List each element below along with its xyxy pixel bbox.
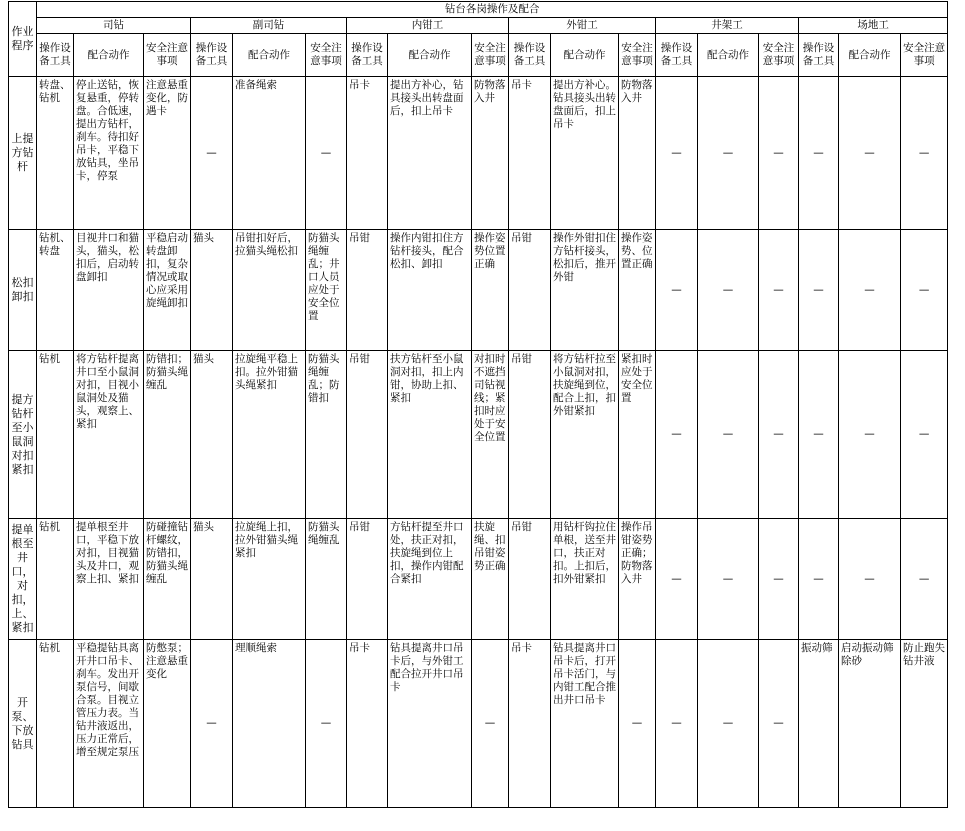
table-cell: 钻机、转盘: [37, 230, 74, 351]
empty-dash: —: [472, 640, 509, 808]
table-cell: 扶旋绳、扣吊钳姿势正确: [472, 519, 509, 640]
table-cell: 钻机: [37, 519, 74, 640]
table-cell: 防猫头绳缠乱: [306, 519, 347, 640]
empty-dash: —: [306, 77, 347, 230]
table-cell: 操作姿势、位置正确: [619, 230, 656, 351]
table-cell: 平稳提钻具离开井口吊卡、刹车。发出开泵信号，间歇合泵。目视立管压力表。当钻井液返出，压力正常后，增至规定泵压: [74, 640, 144, 808]
empty-dash: —: [901, 351, 948, 519]
table-cell: 拉旋绳上扣，拉外钳猫头绳紧扣: [233, 519, 306, 640]
procedure-label: 提方钻杆至小鼠洞对扣紧扣: [9, 351, 37, 519]
subheader-tools: 操作设备工具: [37, 34, 74, 77]
table-cell: 操作内钳扣住方钻杆接头，配合松扣、卸扣: [388, 230, 472, 351]
empty-dash: —: [191, 77, 233, 230]
subheader-action: 配合动作: [839, 34, 901, 77]
table-cell: 将方钻杆拉至小鼠洞对扣，扶旋绳到位，配合上扣，扣外钳紧扣: [551, 351, 619, 519]
subheader-safety: 安全注意事项: [306, 34, 347, 77]
table-cell: 操作吊钳姿势正确；防物落入井: [619, 519, 656, 640]
procedure-label: 上提方钻杆: [9, 77, 37, 230]
group-header-driller: 司钻: [37, 18, 191, 34]
table-cell: 防碰撞钻杆螺纹，防错扣，防猫头绳缠乱: [144, 519, 191, 640]
table-cell: 提出方补心，钻具接头出转盘面后，扣上吊卡: [388, 77, 472, 230]
table-cell: 吊钳: [509, 230, 551, 351]
table-cell: 提单根至井口，平稳下放对扣，目视猫头及井口，观察上扣、紧扣: [74, 519, 144, 640]
table-cell: 防错扣；防猫头绳缠乱: [144, 351, 191, 519]
table-cell: 吊钳: [509, 351, 551, 519]
empty-dash: —: [306, 640, 347, 808]
subheader-action: 配合动作: [74, 34, 144, 77]
table-cell: 振动筛: [799, 640, 839, 808]
table-cell: 防止跑失钻井液: [901, 640, 948, 808]
empty-dash: —: [759, 640, 799, 808]
table-cell: 用钻杆钩拉住单根，送至井口，扶正对扣。上扣后，扣外钳紧扣: [551, 519, 619, 640]
empty-dash: —: [901, 519, 948, 640]
empty-dash: —: [656, 351, 698, 519]
subheader-safety: 安全注意事项: [144, 34, 191, 77]
table-cell: 将方钻杆提离井口至小鼠洞对扣，目视小鼠洞处及猫头，观察上、紧扣: [74, 351, 144, 519]
subheader-safety: 安全注意事项: [472, 34, 509, 77]
table-row: [9, 351, 948, 519]
group-header-assistant-driller: 副司钻: [191, 18, 347, 34]
table-cell: 理顺绳索: [233, 640, 306, 808]
empty-dash: —: [656, 519, 698, 640]
table-cell: 对扣时不遮挡司钻视线；紧扣时应处于安全位置: [472, 351, 509, 519]
empty-dash: —: [698, 230, 759, 351]
subheader-safety: 安全注意事项: [901, 34, 948, 77]
subheader-tools: 操作设备工具: [799, 34, 839, 77]
empty-dash: —: [698, 77, 759, 230]
group-header-outer-tong: 外钳工: [509, 18, 656, 34]
table-cell: 钻具提离井口吊卡后，打开吊卡活门，与内钳工配合推出井口吊卡: [551, 640, 619, 808]
subheader-tools: 操作设备工具: [656, 34, 698, 77]
table-cell: 吊钳: [347, 230, 388, 351]
empty-dash: —: [799, 519, 839, 640]
table-cell: 吊钳: [347, 351, 388, 519]
table-cell: 防物落入井: [472, 77, 509, 230]
subheader-tools: 操作设备工具: [347, 34, 388, 77]
group-header-derrick: 井架工: [656, 18, 799, 34]
empty-dash: —: [656, 640, 698, 808]
table-cell: 停止送钻，恢复悬重，停转盘。合低速，提出方钻杆，刹车。待扣好吊卡，平稳下放钻具，坐吊卡，停泵: [74, 77, 144, 230]
subheader-tools: 操作设备工具: [509, 34, 551, 77]
empty-dash: —: [759, 351, 799, 519]
table-cell: 猫头: [191, 230, 233, 351]
operations-table: [8, 1, 948, 808]
subheader-tools: 操作设备工具: [191, 34, 233, 77]
table-cell: 防物落入井: [619, 77, 656, 230]
table-cell: 钻机: [37, 640, 74, 808]
table-cell: 准备绳索: [233, 77, 306, 230]
group-header-field: 场地工: [799, 18, 948, 34]
table-cell: 钻具提离井口吊卡后，与外钳工配合拉开井口吊卡: [388, 640, 472, 808]
table-cell: 猫头: [191, 519, 233, 640]
table-cell: 提出方补心。钻具接头出转盘面后，扣上吊卡: [551, 77, 619, 230]
empty-dash: —: [698, 351, 759, 519]
empty-dash: —: [839, 351, 901, 519]
table-cell: 吊卡: [347, 77, 388, 230]
empty-dash: —: [839, 230, 901, 351]
table-cell: 目视井口和猫头，猫头，松扣后，启动转盘卸扣: [74, 230, 144, 351]
table-row: [9, 519, 948, 640]
subheader-action: 配合动作: [698, 34, 759, 77]
subheader-action: 配合动作: [233, 34, 306, 77]
subheader-action: 配合动作: [388, 34, 472, 77]
empty-dash: —: [698, 640, 759, 808]
empty-dash: —: [656, 77, 698, 230]
table-title: 钻台各岗操作及配合: [37, 2, 948, 18]
table-cell: 操作外钳扣住方钻杆接头，松扣后，推开外钳: [551, 230, 619, 351]
table-cell: 防猫头绳缠乱；防错扣: [306, 351, 347, 519]
table-cell: 吊卡: [509, 77, 551, 230]
empty-dash: —: [839, 77, 901, 230]
table-cell: 吊卡: [347, 640, 388, 808]
table-cell: 吊钳扣好后，拉猫头绳松扣: [233, 230, 306, 351]
empty-dash: —: [191, 640, 233, 808]
empty-dash: —: [799, 77, 839, 230]
table-cell: 注意悬重变化，防遇卡: [144, 77, 191, 230]
table-row: [9, 77, 948, 230]
table-cell: 防猫头绳缠乱；井口人员应处于安全位置: [306, 230, 347, 351]
procedure-label: 开泵、下放钻具: [9, 640, 37, 808]
table-cell: 钻机: [37, 351, 74, 519]
subheader-action: 配合动作: [551, 34, 619, 77]
empty-dash: —: [698, 519, 759, 640]
group-header-inner-tong: 内钳工: [347, 18, 509, 34]
table-row: [9, 640, 948, 808]
table-cell: 吊卡: [509, 640, 551, 808]
table-cell: 防憋泵；注意悬重变化: [144, 640, 191, 808]
table-cell: 启动振动筛除砂: [839, 640, 901, 808]
table-cell: 紧扣时应处于安全位置: [619, 351, 656, 519]
empty-dash: —: [619, 640, 656, 808]
table-cell: 转盘、钻机: [37, 77, 74, 230]
table-cell: 操作姿势位置正确: [472, 230, 509, 351]
empty-dash: —: [759, 230, 799, 351]
empty-dash: —: [839, 519, 901, 640]
table-cell: 方钻杆提至井口处，扶正对扣，扶旋绳到位上扣，操作内钳配合紧扣: [388, 519, 472, 640]
table-cell: 拉旋绳平稳上扣。拉外钳猫头绳紧扣: [233, 351, 306, 519]
table-cell: 吊钳: [509, 519, 551, 640]
subheader-safety: 安全注意事项: [759, 34, 799, 77]
empty-dash: —: [799, 230, 839, 351]
empty-dash: —: [759, 519, 799, 640]
empty-dash: —: [901, 230, 948, 351]
empty-dash: —: [901, 77, 948, 230]
empty-dash: —: [759, 77, 799, 230]
empty-dash: —: [656, 230, 698, 351]
empty-dash: —: [799, 351, 839, 519]
procedure-label: 松扣卸扣: [9, 230, 37, 351]
table-cell: 吊钳: [347, 519, 388, 640]
table-cell: 扶方钻杆至小鼠洞对扣，扣上内钳，协助上扣、紧扣: [388, 351, 472, 519]
procedure-label: 提单根至井口，对扣，上、紧扣: [9, 519, 37, 640]
subheader-safety: 安全注意事项: [619, 34, 656, 77]
corner-header: 作业程序: [9, 2, 37, 77]
table-cell: 平稳启动转盘卸扣，复杂情况或取心应采用旋绳卸扣: [144, 230, 191, 351]
table-row: [9, 230, 948, 351]
table-cell: 猫头: [191, 351, 233, 519]
